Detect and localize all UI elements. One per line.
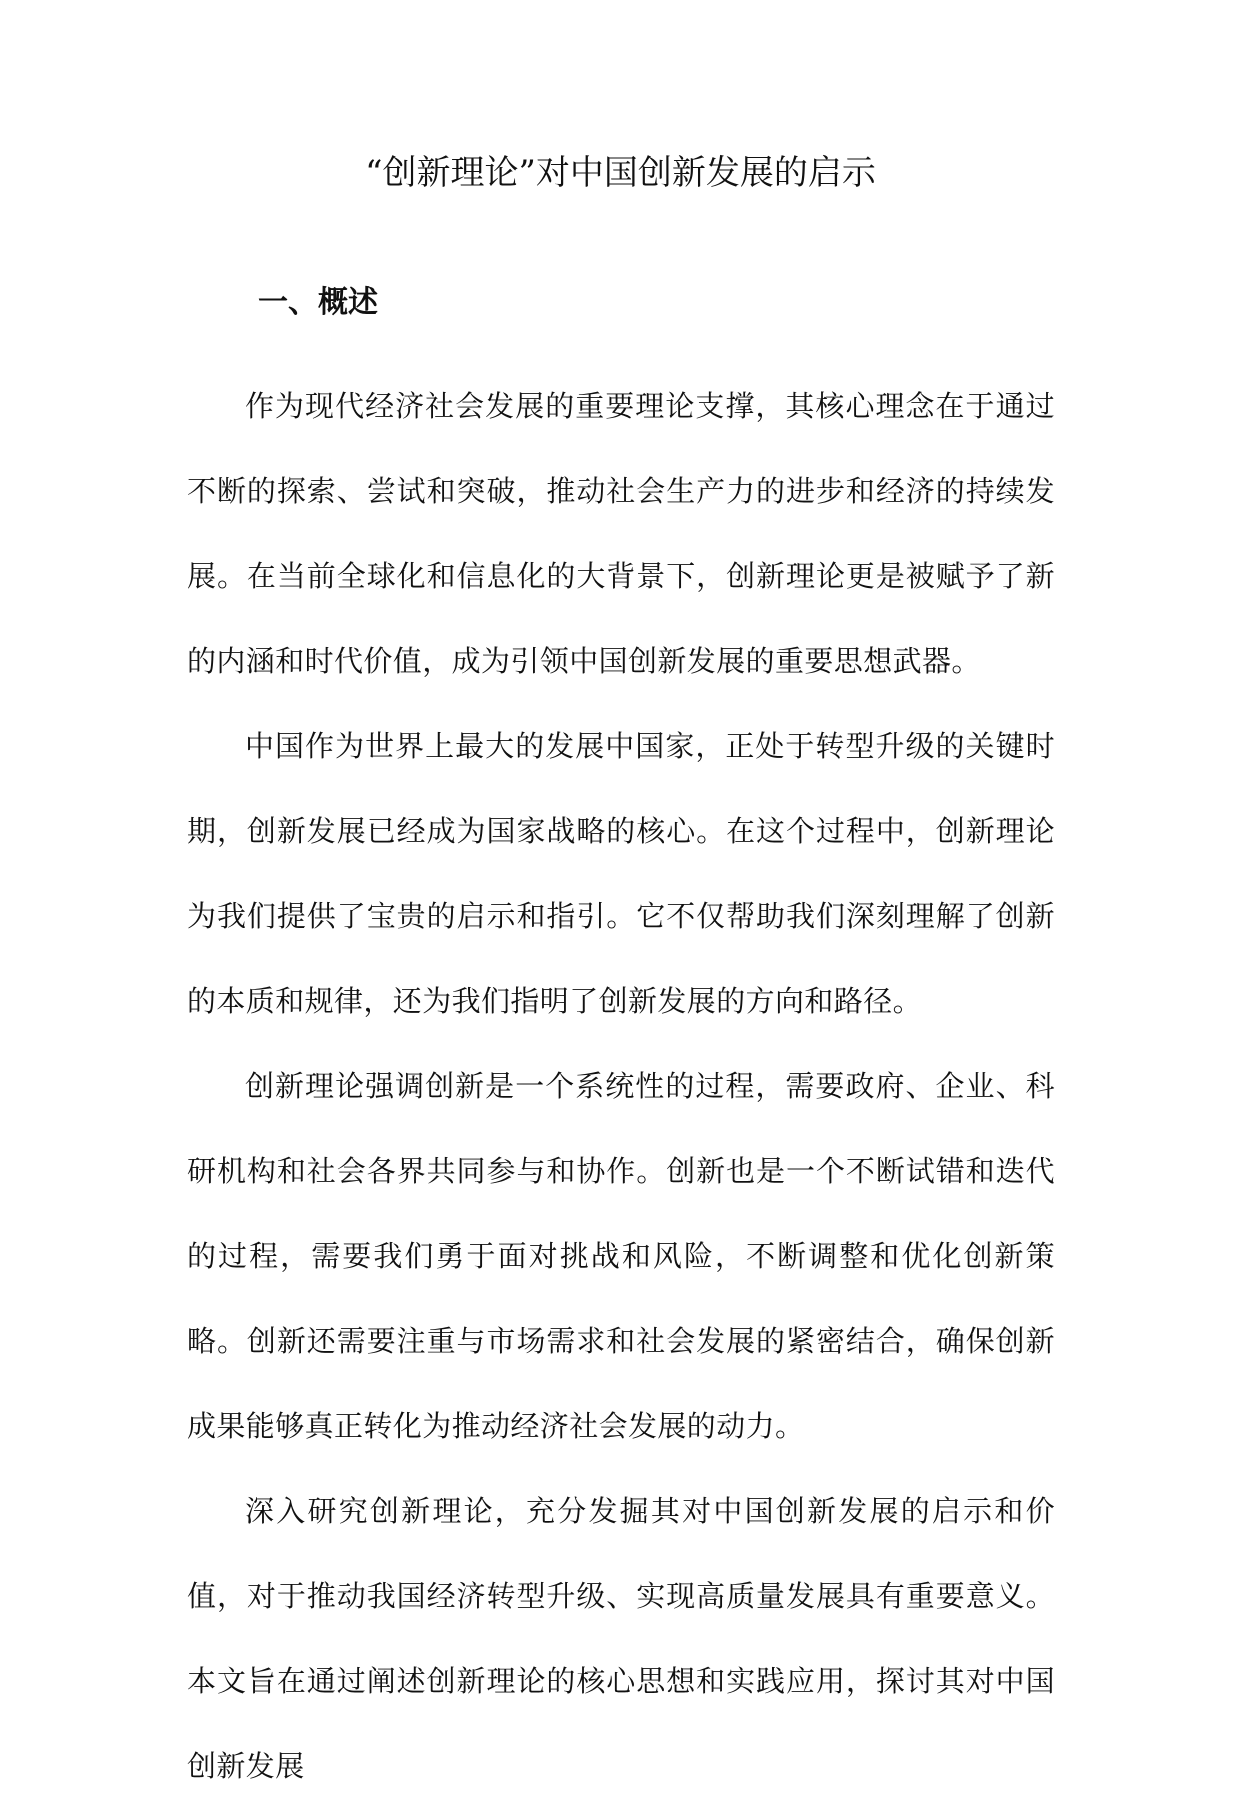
section-heading: 一、概述 (258, 285, 378, 320)
body-paragraph: 深入研究创新理论，充分发掘其对中国创新发展的启示和价值，对于推动我国经济转型升级、实现高质量发展具有重要意义。本文旨在通过阐述创新理论的核心思想和实践应用，探讨其对中国创新发展 (187, 1494, 1055, 1783)
body-paragraph: 中国作为世界上最大的发展中国家，正处于转型升级的关键时期，创新发展已经成为国家战略的核心。在这个过程中，创新理论为我们提供了宝贵的启示和指引。它不仅帮助我们深刻理解了创新的本质和规律，还为我们指明了创新发展的方向和路径。 (187, 729, 1055, 1018)
body-paragraph: 作为现代经济社会发展的重要理论支撑，其核心理念在于通过不断的探索、尝试和突破，推动社会生产力的进步和经济的持续发展。在当前全球化和信息化的大背景下，创新理论更是被赋予了新的内涵和时代价值，成为引领中国创新发展的重要思想武器。 (187, 389, 1055, 678)
document-title: “创新理论”对中国创新发展的启示 (365, 153, 876, 193)
body-paragraph: 创新理论强调创新是一个系统性的过程，需要政府、企业、科研机构和社会各界共同参与和协作。创新也是一个不断试错和迭代的过程，需要我们勇于面对挑战和风险，不断调整和优化创新策略。创新还需要注重与市场需求和社会发展的紧密结合，确保创新成果能够真正转化为推动经济社会发展的动力。 (187, 1069, 1055, 1443)
